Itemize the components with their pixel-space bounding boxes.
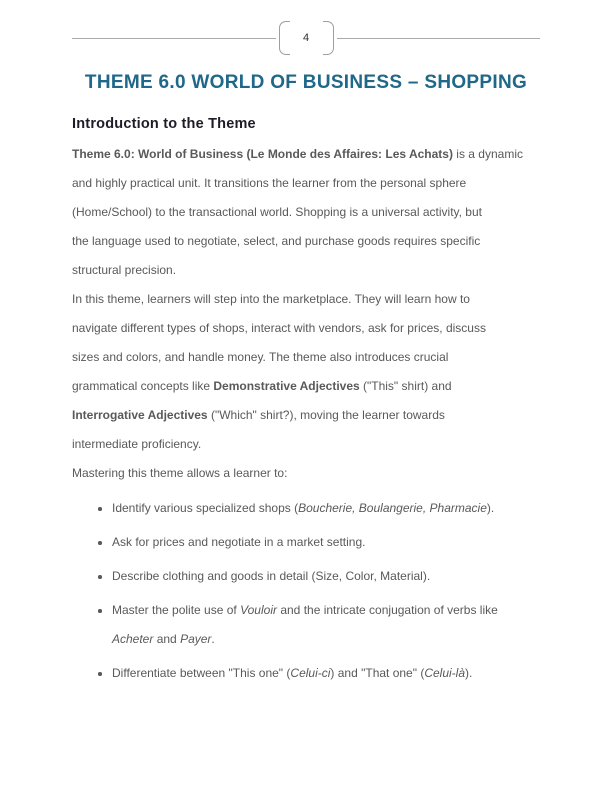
section-heading: Introduction to the Theme <box>72 116 256 132</box>
paragraph-intro <box>72 140 540 285</box>
text-line: Interrogative Adjectives ("Which" shirt?), moving the learner towards <box>72 408 445 422</box>
text-line: Master the polite use of Vouloir and the intricate conjugation of verbs like <box>112 603 498 617</box>
text-line: and highly practical unit. It transitions the learner from the personal sphere <box>72 176 467 190</box>
document-title: THEME 6.0 WORLD OF BUSINESS – SHOPPING <box>84 72 528 93</box>
text-line: navigate different types of shops, interact with vendors, ask for prices, discuss <box>72 321 486 335</box>
bullet-item <box>72 659 540 688</box>
page-number: 4 <box>302 32 310 44</box>
header-rule-right <box>337 38 541 39</box>
text-line: grammatical concepts like Demonstrative Adjectives ("This" shirt) and <box>72 379 452 393</box>
text-line: Identify various specialized shops (Boucherie, Boulangerie, Pharmacie). <box>112 501 495 515</box>
bullet-list <box>72 494 540 688</box>
text-line: intermediate proficiency. <box>72 437 202 451</box>
text-line: In this theme, learners will step into the marketplace. They will learn how to <box>72 292 470 306</box>
page-number-bracket-right <box>323 21 334 55</box>
text-line: Describe clothing and goods in detail (Size, Color, Material). <box>112 569 431 583</box>
text-line: (Home/School) to the transactional world. Shopping is a universal activity, but <box>72 205 482 219</box>
page-header <box>72 20 540 56</box>
text-line: sizes and colors, and handle money. The theme also introduces crucial <box>72 350 449 364</box>
bullet-item <box>72 494 540 523</box>
paragraph-theme-overview <box>72 285 540 459</box>
text-line: Mastering this theme allows a learner to: <box>72 466 288 480</box>
bullet-item <box>72 562 540 591</box>
text-line: structural precision. <box>72 263 177 277</box>
text-line: the language used to negotiate, select, and purchase goods requires specific <box>72 234 481 248</box>
bullet-item <box>72 528 540 557</box>
text-line: Theme 6.0: World of Business (Le Monde des Affaires: Les Achats) is a dynamic <box>72 147 523 161</box>
text-line: Differentiate between "This one" (Celui-ci) and "That one" (Celui-là). <box>112 666 473 680</box>
bullet-item <box>72 596 540 654</box>
header-rule-left <box>72 38 276 39</box>
text-line: Ask for prices and negotiate in a market setting. <box>112 535 366 549</box>
text-line: Acheter and Payer. <box>112 632 215 646</box>
page-number-bracket-left <box>279 21 290 55</box>
paragraph-mastering-lead <box>72 459 540 488</box>
